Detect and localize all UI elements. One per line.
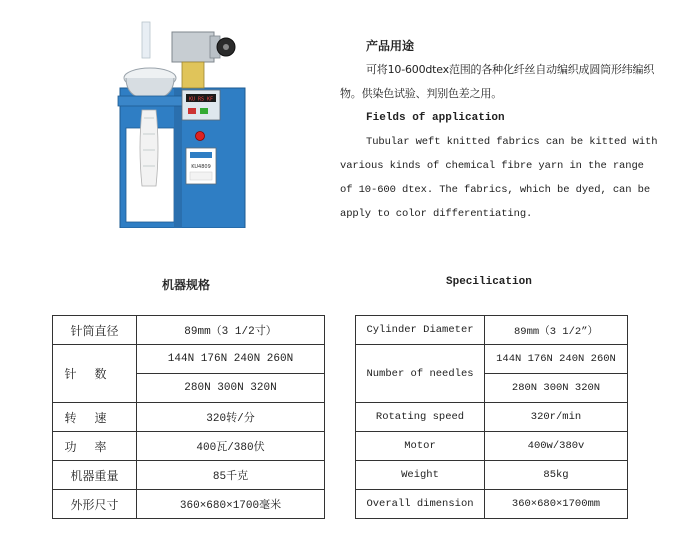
spec-label: Motor: [356, 432, 485, 461]
machine-label-text: KU4809: [191, 164, 211, 170]
table-row: [356, 403, 628, 432]
intro-section: [340, 34, 660, 226]
spec-value: 360×680×1700mm: [485, 490, 628, 519]
spec-title-cn: 机器规格: [162, 278, 211, 292]
table-row: [53, 432, 325, 461]
description-en: Tubular weft knitted fabrics can be kitted with various kinds of chemical fibre yarn in the range of 10-600 dtex. The fabrics, which be dyed, can be apply to color differentiating.: [340, 136, 658, 220]
table-row: [356, 316, 628, 345]
table-row: [53, 461, 325, 490]
spec-label: 针筒直径: [53, 316, 137, 345]
spec-value: 144N 176N 240N 260N: [137, 345, 325, 374]
heading-en: Fields of application: [366, 112, 505, 124]
spec-value: 280N 300N 320N: [485, 374, 628, 403]
spec-label: 外形尺寸: [53, 490, 137, 519]
table-row: [53, 490, 325, 519]
spec-label: 机器重量: [53, 461, 137, 490]
table-row: [53, 403, 325, 432]
spec-label: 针数: [53, 345, 137, 403]
spec-value: 85kg: [485, 461, 628, 490]
spec-value: 400w/380v: [485, 432, 628, 461]
table-row: [53, 345, 325, 374]
spec-value: 144N 176N 240N 260N: [485, 345, 628, 374]
spec-value: 89mm（3 1/2”）: [485, 316, 628, 345]
spec-label: Overall dimension: [356, 490, 485, 519]
table-row: [356, 461, 628, 490]
table-row: [356, 432, 628, 461]
spec-value: 85千克: [137, 461, 325, 490]
table-row: [356, 490, 628, 519]
spec-label: 转速: [53, 403, 137, 432]
spec-value: 400瓦/380伏: [137, 432, 325, 461]
panel-display-text: KU RS KF: [188, 96, 214, 103]
spec-label: 功率: [53, 432, 137, 461]
spec-table-en: [355, 315, 628, 519]
spec-value: 280N 300N 320N: [137, 374, 325, 403]
spec-title-en: Specilication: [446, 276, 532, 288]
spec-table-cn: [52, 315, 325, 519]
knitting-machine-image: [112, 18, 252, 228]
description-cn: 可将10-600dtex范围的各种化纤丝自动编织成圆筒形纬编织物。供染色试验、判别色差之用。: [340, 63, 655, 100]
table-row: [53, 316, 325, 345]
spec-label: Cylinder Diameter: [356, 316, 485, 345]
spec-value: 89mm（3 1/2寸）: [137, 316, 325, 345]
spec-value: 360×680×1700毫米: [137, 490, 325, 519]
table-row: [356, 345, 628, 374]
spec-value: 320r/min: [485, 403, 628, 432]
spec-label: Number of needles: [356, 345, 485, 403]
spec-label: Rotating speed: [356, 403, 485, 432]
heading-cn: 产品用途: [366, 39, 415, 53]
spec-value: 320转/分: [137, 403, 325, 432]
spec-label: Weight: [356, 461, 485, 490]
